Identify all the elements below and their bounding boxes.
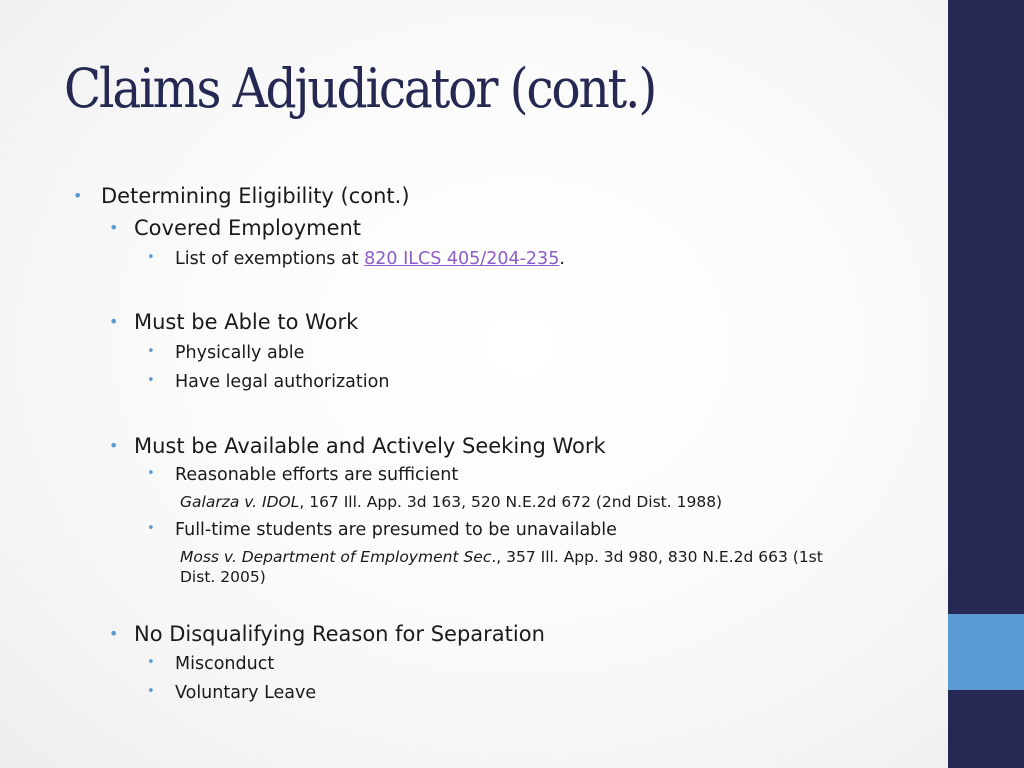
citation-text-galarza: , 167 Ill. App. 3d 163, 520 N.E.2d 672 (2nd Dist. 1988) (299, 493, 723, 511)
bullet-physically-able: Physically able (175, 343, 305, 363)
bullet-icon: • (147, 521, 155, 536)
bullet-able-to-work: Must be Able to Work (134, 310, 359, 334)
citation-text-moss: ., 357 Ill. App. 3d 980, 830 N.E.2d 663 (1st (491, 548, 823, 566)
citation-moss-line2: Dist. 2005) (180, 568, 266, 586)
bullet-available-seeking: Must be Available and Actively Seeking Work (134, 434, 606, 458)
citation-moss (180, 548, 823, 567)
statute-link[interactable]: 820 ILCS 405/204-235 (364, 249, 560, 269)
bullet-icon: • (73, 186, 83, 205)
bullet-icon: • (109, 436, 119, 455)
bullet-icon: • (147, 250, 155, 265)
bullet-icon: • (147, 655, 155, 670)
case-name-galarza: Galarza v. IDOL (180, 493, 300, 511)
bullet-icon: • (109, 624, 119, 643)
bullet-determining-eligibility: Determining Eligibility (cont.) (101, 184, 410, 208)
bullet-reasonable-efforts: Reasonable efforts are sufficient (175, 465, 459, 485)
exemptions-prefix: List of exemptions at (175, 249, 365, 269)
bullet-covered-employment: Covered Employment (134, 216, 362, 240)
bullet-icon: • (109, 218, 119, 237)
sidebar-accent-block (948, 614, 1024, 690)
bullet-icon: • (147, 373, 155, 388)
slide-title: Claims Adjudicator (cont.) (64, 57, 656, 120)
case-name-moss: Moss v. Department of Employment Sec (180, 548, 492, 566)
sidebar-decoration (948, 0, 1024, 768)
bullet-icon: • (147, 684, 155, 699)
bullet-exemptions (175, 248, 565, 270)
bullet-legal-authorization: Have legal authorization (175, 372, 390, 392)
bullet-icon: • (147, 466, 155, 481)
citation-galarza (180, 493, 722, 512)
bullet-misconduct: Misconduct (175, 654, 275, 674)
bullet-icon: • (109, 312, 119, 331)
bullet-icon: • (147, 344, 155, 359)
exemptions-suffix: . (559, 249, 565, 269)
bullet-voluntary-leave: Voluntary Leave (175, 683, 317, 703)
bullet-fulltime-students: Full-time students are presumed to be unavailable (175, 520, 617, 540)
bullet-no-disqualifying: No Disqualifying Reason for Separation (134, 622, 545, 646)
